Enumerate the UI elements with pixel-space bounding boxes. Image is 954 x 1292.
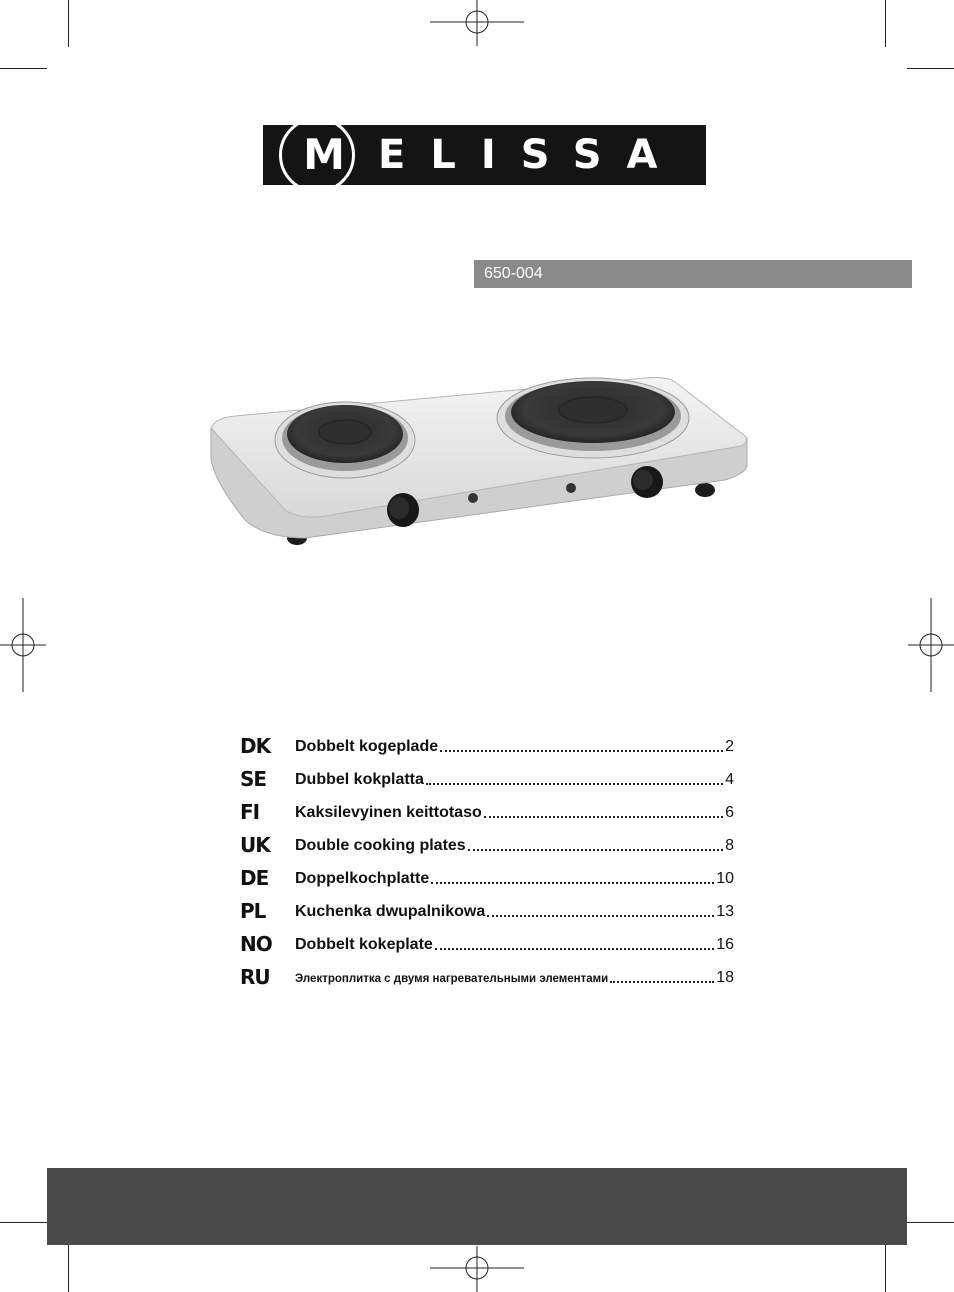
language-code: DE: [240, 866, 269, 890]
dot-leader: [435, 948, 714, 950]
toc-row-ru: [240, 963, 734, 996]
model-number-bar: [474, 260, 912, 288]
language-code: FI: [240, 800, 260, 824]
language-code: UK: [240, 833, 270, 857]
model-number: 650-004: [484, 265, 543, 282]
section-title: Dobbelt kogeplade: [295, 738, 439, 755]
dot-leader: [610, 981, 714, 983]
toc-row-se: [240, 765, 734, 798]
logo-wordmark: ELISSA: [378, 132, 683, 178]
toc-row-de: [240, 864, 734, 897]
toc-row-dk: [240, 732, 734, 765]
page-number: 10: [716, 870, 734, 887]
section-title: Kaksilevyinen keittotaso: [295, 804, 482, 821]
section-title: Электроплитка с двумя нагревательными элементами: [295, 973, 609, 985]
registration-mark-icon: [430, 1246, 524, 1292]
page-number: 2: [725, 738, 734, 755]
dot-leader: [487, 915, 714, 917]
brand-logo: [263, 125, 706, 185]
language-code: RU: [240, 965, 270, 989]
hotplate-product-image: [205, 370, 753, 552]
section-title: Kuchenka dwupalnikowa: [295, 903, 486, 920]
dot-leader: [440, 750, 723, 752]
page-number: 18: [716, 969, 734, 986]
toc-row-pl: [240, 897, 734, 930]
language-code: PL: [240, 899, 266, 923]
crop-mark: [885, 1245, 886, 1292]
crop-mark: [885, 0, 886, 47]
section-title: Double cooking plates: [295, 837, 466, 854]
page-number: 4: [725, 771, 734, 788]
page-number: 6: [725, 804, 734, 821]
dot-leader: [426, 783, 723, 785]
dot-leader: [431, 882, 714, 884]
table-of-contents: [240, 732, 734, 996]
footer-bar: [47, 1168, 907, 1245]
crop-mark: [0, 1222, 47, 1223]
dot-leader: [484, 816, 723, 818]
registration-mark-icon: [430, 0, 524, 46]
page-number: 16: [716, 936, 734, 953]
dot-leader: [468, 849, 723, 851]
section-title: Dubbel kokplatta: [295, 771, 424, 788]
crop-mark: [68, 1245, 69, 1292]
toc-row-fi: [240, 798, 734, 831]
crop-mark: [907, 1222, 954, 1223]
page-number: 8: [725, 837, 734, 854]
crop-mark: [907, 68, 954, 69]
section-title: Dobbelt kokeplate: [295, 936, 433, 953]
toc-row-no: [240, 930, 734, 963]
page-number: 13: [716, 903, 734, 920]
language-code: DK: [240, 734, 271, 758]
registration-mark-icon: [0, 598, 46, 692]
section-title: Doppelkochplatte: [295, 870, 430, 887]
registration-mark-icon: [908, 598, 954, 692]
language-code: SE: [240, 767, 267, 791]
logo-initial: M: [303, 130, 345, 179]
language-code: NO: [240, 932, 272, 956]
crop-mark: [0, 68, 47, 69]
crop-mark: [68, 0, 69, 47]
toc-row-uk: [240, 831, 734, 864]
